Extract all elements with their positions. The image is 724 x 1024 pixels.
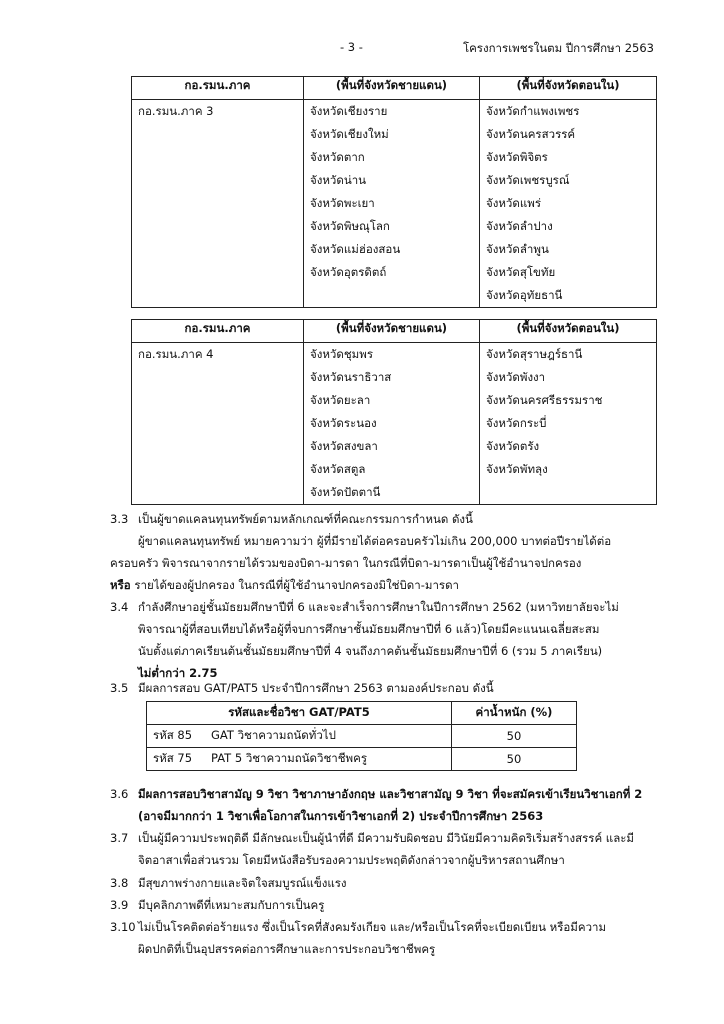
item-number: 3.8 bbox=[110, 876, 129, 890]
item-3-9 bbox=[110, 894, 665, 916]
emphasis-text: หรือ bbox=[110, 578, 131, 592]
province: จังหวัดกำแพงเพชร bbox=[486, 104, 580, 118]
province: จังหวัดชุมพร bbox=[310, 347, 374, 361]
province: จังหวัดสุโขทัย bbox=[486, 265, 556, 279]
province: จังหวัดนครศรีธรรมราช bbox=[486, 393, 603, 407]
region-name: กอ.รมน.ภาค 3 bbox=[138, 104, 214, 118]
province: จังหวัดเชียงใหม่ bbox=[310, 127, 389, 141]
province: จังหวัดปัตตานี bbox=[310, 485, 381, 499]
item-body bbox=[138, 783, 665, 827]
item-body bbox=[138, 872, 665, 894]
table-row bbox=[132, 343, 657, 505]
province: จังหวัดพิจิตร bbox=[486, 150, 548, 164]
province: จังหวัดพะเยา bbox=[310, 196, 375, 210]
inner-provinces-cell bbox=[480, 343, 657, 505]
item-number: 3.10 bbox=[110, 920, 136, 934]
table-row bbox=[132, 100, 657, 308]
table-header-row bbox=[132, 320, 657, 343]
region-cell bbox=[132, 343, 304, 505]
subject-code: รหัส 75 bbox=[153, 751, 193, 765]
item-3-10 bbox=[110, 916, 665, 960]
province: จังหวัดอุทัยธานี bbox=[486, 288, 563, 302]
item-line: เป็นผู้ขาดแคลนทุนทรัพย์ตามหลักเกณฑ์ที่คณะกรรมการกำหนด ดังนี้ bbox=[138, 512, 473, 526]
province: จังหวัดน่าน bbox=[310, 173, 367, 187]
province: จังหวัดนครสวรรค์ bbox=[486, 127, 576, 141]
province: จังหวัดระนอง bbox=[310, 416, 377, 430]
item-line: มีผลการสอบวิชาสามัญ 9 วิชา วิชาภาษาอังกฤษ และวิชาสามัญ 9 วิชา ที่จะสมัครเข้าเรียนวิชาเอกที่ 2 bbox=[138, 787, 643, 801]
item-line bbox=[110, 574, 665, 596]
weight-cell: 50 bbox=[452, 748, 577, 771]
subject-code: รหัส 85 bbox=[153, 728, 193, 742]
province: จังหวัดพังงา bbox=[486, 370, 546, 384]
subject-name: GAT วิชาความถนัดทั่วไป bbox=[211, 728, 336, 742]
item-number: 3.7 bbox=[110, 831, 129, 845]
province: จังหวัดเชียงราย bbox=[310, 104, 388, 118]
region-cell bbox=[132, 100, 304, 308]
province: จังหวัดอุตรดิตถ์ bbox=[310, 265, 387, 279]
item-line: ครอบครัว พิจารณาจากรายได้รวมของบิดา-มารดา ในกรณีที่บิดา-มารดาเป็นผู้ใช้อำนาจปกครอง bbox=[110, 556, 582, 570]
item-number: 3.4 bbox=[110, 600, 129, 614]
item-line: มีสุขภาพร่างกายและจิตใจสมบูรณ์แข็งแรง bbox=[138, 876, 347, 890]
item-3-7 bbox=[110, 827, 665, 871]
item-line: ผู้ขาดแคลนทุนทรัพย์ หมายความว่า ผู้ที่มีรายได้ต่อครอบครัวไม่เกิน 200,000 บาทต่อปีรายได้ต่อ bbox=[138, 534, 612, 548]
header-region: กอ.รมน.ภาค bbox=[132, 77, 304, 100]
table-row bbox=[147, 725, 577, 748]
province: จังหวัดสุราษฎร์ธานี bbox=[486, 347, 583, 361]
item-3-4 bbox=[110, 596, 665, 684]
province: จังหวัดพัทลุง bbox=[486, 462, 548, 476]
region-name: กอ.รมน.ภาค 4 bbox=[138, 347, 214, 361]
gat-pat5-table bbox=[146, 701, 577, 771]
province: จังหวัดแม่ฮ่องสอน bbox=[310, 242, 401, 256]
item-body bbox=[138, 827, 665, 871]
province: จังหวัดแพร่ bbox=[486, 196, 542, 210]
province: จังหวัดนราธิวาส bbox=[310, 370, 392, 384]
item-3-6 bbox=[110, 783, 665, 827]
item-body bbox=[138, 916, 665, 960]
region-4-table bbox=[131, 319, 657, 505]
province: จังหวัดตาก bbox=[310, 150, 365, 164]
item-line: พิจารณาผู้ที่สอบเทียบได้หรือผู้ที่จบการศึกษาชั้นมัธยมศึกษาปีที่ 6 แล้ว)โดยมีคะแนนเฉลี่ยสะสม bbox=[138, 622, 600, 636]
province: จังหวัดสตูล bbox=[310, 462, 366, 476]
header-region: กอ.รมน.ภาค bbox=[132, 320, 304, 343]
item-line: ไม่ต่ำกว่า 2.75 bbox=[138, 666, 218, 680]
item-number: 3.6 bbox=[110, 787, 129, 801]
subject-name: PAT 5 วิชาความถนัดวิชาชีพครู bbox=[211, 751, 368, 765]
table-row bbox=[147, 748, 577, 771]
subject-cell bbox=[147, 725, 452, 748]
province: จังหวัดตรัง bbox=[486, 439, 540, 453]
header-border-provinces: (พื้นที่จังหวัดชายแดน) bbox=[304, 77, 480, 100]
province: จังหวัดกระบี่ bbox=[486, 416, 547, 430]
item-number: 3.9 bbox=[110, 898, 129, 912]
province: จังหวัดสงขลา bbox=[310, 439, 378, 453]
province: จังหวัดลำปาง bbox=[486, 219, 553, 233]
table-header-row bbox=[147, 702, 577, 725]
page-number: - 3 - bbox=[340, 40, 363, 54]
item-body bbox=[138, 677, 665, 699]
item-number: 3.5 bbox=[110, 681, 129, 695]
item-3-3 bbox=[110, 508, 665, 596]
border-provinces-cell bbox=[304, 100, 480, 308]
item-number: 3.3 bbox=[110, 512, 129, 526]
item-line: จิตอาสาเพื่อส่วนรวม โดยมีหนังสือรับรองความประพฤติดังกล่าวจากผู้บริหารสถานศึกษา bbox=[138, 853, 565, 867]
header-border-provinces: (พื้นที่จังหวัดชายแดน) bbox=[304, 320, 480, 343]
item-line: กำลังศึกษาอยู่ชั้นมัธยมศึกษาปีที่ 6 และจะสำเร็จการศึกษาในปีการศึกษา 2562 (มหาวิทยาลัยจะไม่ bbox=[138, 600, 619, 614]
header-weight: ค่าน้ำหนัก (%) bbox=[452, 702, 577, 725]
inner-provinces-cell bbox=[480, 100, 657, 308]
province: จังหวัดเพชรบูรณ์ bbox=[486, 173, 570, 187]
border-provinces-cell bbox=[304, 343, 480, 505]
item-3-5 bbox=[110, 677, 665, 699]
item-line: มีบุคลิกภาพดีที่เหมาะสมกับการเป็นครู bbox=[138, 898, 325, 912]
item-line: ผิดปกติที่เป็นอุปสรรคต่อการศึกษาและการประกอบวิชาชีพครู bbox=[138, 942, 436, 956]
region-3-table bbox=[131, 76, 657, 308]
subject-cell bbox=[147, 748, 452, 771]
item-line: ไม่เป็นโรคติดต่อร้ายแรง ซึ่งเป็นโรคที่สังคมรังเกียจ และ/หรือเป็นโรคที่จะเบียดเบียน หรือมีความ bbox=[138, 920, 607, 934]
header-inner-provinces: (พื้นที่จังหวัดตอนใน) bbox=[480, 77, 657, 100]
province: จังหวัดยะลา bbox=[310, 393, 371, 407]
item-body bbox=[138, 894, 665, 916]
item-body bbox=[138, 596, 665, 684]
page-header bbox=[0, 40, 724, 56]
province: จังหวัดลำพูน bbox=[486, 242, 549, 256]
header-inner-provinces: (พื้นที่จังหวัดตอนใน) bbox=[480, 320, 657, 343]
item-text: รายได้ของผู้ปกครอง ในกรณีที่ผู้ใช้อำนาจปกครองมิใช่บิดา-มารดา bbox=[130, 578, 460, 592]
item-line: (อาจมีมากกว่า 1 วิชาเพื่อโอกาสในการเข้าวิชาเอกที่ 2) ประจำปีการศึกษา 2563 bbox=[138, 809, 544, 823]
project-title: โครงการเพชรในตม ปีการศึกษา 2563 bbox=[462, 41, 654, 55]
item-line: มีผลการสอบ GAT/PAT5 ประจำปีการศึกษา 2563 ตามองค์ประกอบ ดังนี้ bbox=[138, 681, 494, 695]
item-line: เป็นผู้มีความประพฤติดี มีลักษณะเป็นผู้นำที่ดี มีความรับผิดชอบ มีวินัยมีความคิดริเริ่มสร้างสรรค์ และมี bbox=[138, 831, 635, 845]
province: จังหวัดพิษณุโลก bbox=[310, 219, 390, 233]
header-subject: รหัสและชื่อวิชา GAT/PAT5 bbox=[147, 702, 452, 725]
weight-cell: 50 bbox=[452, 725, 577, 748]
table-header-row bbox=[132, 77, 657, 100]
item-3-8 bbox=[110, 872, 665, 894]
item-line: นับตั้งแต่ภาคเรียนต้นชั้นมัธยมศึกษาปีที่ 4 จนถึงภาคต้นชั้นมัธยมศึกษาปีที่ 6 (รวม 5 ภาคเรียน) bbox=[138, 644, 603, 658]
